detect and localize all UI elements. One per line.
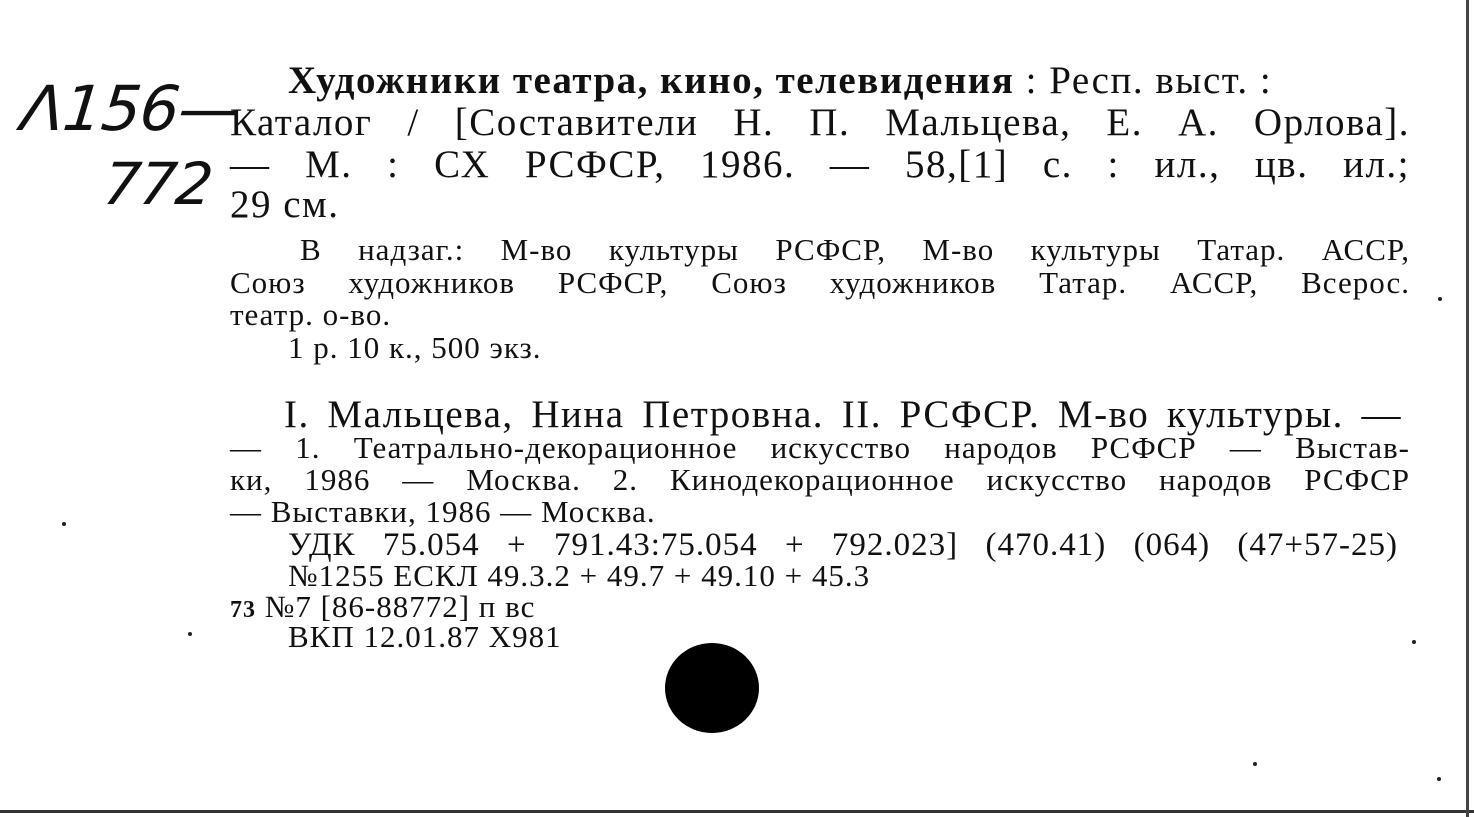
speck [62, 522, 66, 526]
price-line: 1 р. 10 к., 500 экз. [288, 330, 542, 365]
card-right-edge [1466, 0, 1469, 817]
speck [1253, 762, 1257, 766]
tracings-line-3: ки, 1986 — Москва. 2. Кинодекорационное искусство народов РСФСР [230, 462, 1410, 497]
title-main: Художники театра, кино, телевидения [288, 59, 1015, 102]
speck [1437, 777, 1441, 781]
shelfmark-line-2: 772 [100, 150, 216, 218]
udk-line: УДК 75.054 + 791.43:75.054 + 792.023] (470.41) (064) (47+57-25) [288, 527, 1398, 563]
note-line-3: театр. о-во. [230, 297, 392, 332]
card-bottom-edge [0, 810, 1474, 813]
tracings-line-2: — 1. Театрально-декорационное искусство народов РСФСР — Выстав- [230, 430, 1410, 465]
title-line-1 [288, 58, 1420, 103]
registration-number: №7 [86-88772] п вс [264, 589, 536, 624]
imprint-line: — М. : СХ РСФСР, 1986. — 58,[1] с. : ил., цв. ил.; [230, 143, 1410, 186]
speck [1412, 640, 1416, 644]
speck [1438, 297, 1442, 301]
title-subtitle: : Респ. выст. : [1025, 59, 1273, 102]
note-line-1: В надзаг.: М-во культуры РСФСР, М-во культуры Татар. АССР, [300, 232, 1410, 267]
eskl-line: №1255 ЕСКЛ 49.3.2 + 49.7 + 49.10 + 45.3 [288, 558, 871, 593]
tracings-line-1: I. Мальцева, Нина Петровна. II. РСФСР. М-во культуры. — [284, 393, 1402, 436]
tracings-line-4: — Выставки, 1986 — Москва. [230, 494, 656, 529]
punch-hole [665, 643, 759, 733]
vkp-line: ВКП 12.01.87 Х981 [288, 619, 562, 654]
title-line-2: Каталог / [Составители Н. П. Мальцева, Е. А. Орлова]. [230, 101, 1410, 144]
dimensions-line: 29 см. [230, 183, 340, 226]
note-line-2: Союз художников РСФСР, Союз художников Татар. АССР, Всерос. [230, 265, 1410, 300]
speck [188, 632, 192, 636]
registration-prefix: 73 [230, 597, 256, 623]
shelfmark-line-1: Λ156— [18, 72, 244, 145]
